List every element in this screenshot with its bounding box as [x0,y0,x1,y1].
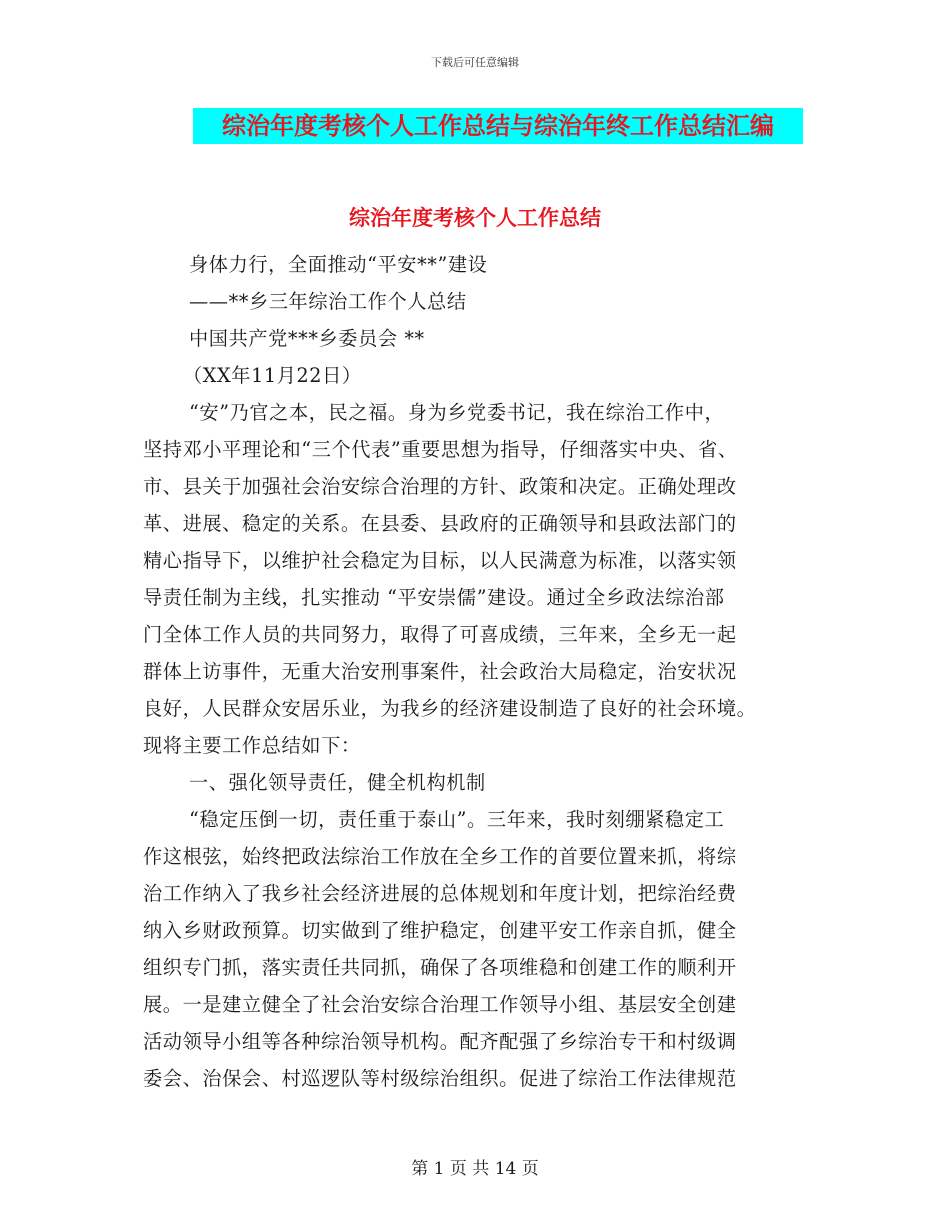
paragraph-line: 作这根弦，始终把政法综治工作放在全乡工作的首要位置来抓，将综 [143,845,737,868]
document-body [143,246,813,1097]
page-footer: 第 1 页 共 14 页 [411,1159,539,1179]
paragraph-line: “稳定压倒一切，责任重于泰山”。三年来，我时刻绷紧稳定工 [189,808,725,831]
paragraph-line: 市、县关于加强社会治安综合治理的方针、政策和决定。正确处理改 [143,475,737,498]
paragraph-line: 门全体工作人员的共同努力，取得了可喜成绩，三年来，全乡无一起 [143,623,737,646]
paragraph-line: 良好，人民群众安居乐业，为我乡的经济建设制造了良好的社会环境。 [143,697,757,720]
paragraph-line: 精心指导下，以维护社会稳定为目标，以人民满意为标准，以落实领 [143,549,737,572]
paragraph-line: 活动领导小组等各种综治领导机构。配齐配强了乡综治专干和村级调 [143,1030,737,1053]
paragraph-line: 革、进展、稳定的关系。在县委、县政府的正确领导和县政法部门的 [143,512,737,535]
body-line-author: 中国共产党***乡委员会 ** [189,327,425,350]
paragraph-line: 展。一是建立健全了社会治安综合治理工作领导小组、基层安全创建 [143,993,737,1016]
section-heading: 一、强化领导责任，健全机构机制 [189,771,486,794]
paragraph-line: “安”乃官之本，民之福。身为乡党委书记，我在综治工作中， [189,401,725,424]
paragraph-line: 群体上访事件，无重大治安刑事案件，社会政治大局稳定，治安状况 [143,660,737,683]
paragraph-line: 纳入乡财政预算。切实做到了维护稳定，创建平安工作亲自抓，健全 [143,919,737,942]
section-title: 综治年度考核个人工作总结 [349,206,601,230]
body-line-subtitle: 身体力行，全面推动“平安**”建设 [189,253,488,276]
header-note: 下载后可任意编辑 [431,56,519,69]
body-line-subtitle-2: ——**乡三年综治工作个人总结 [189,290,467,313]
paragraph-line: 组织专门抓，落实责任共同抓，确保了各项维稳和创建工作的顺利开 [143,956,737,979]
paragraph-line: 导责任制为主线，扎实推动 “平安崇儒”建设。通过全乡政法综治部 [143,586,725,609]
paragraph-line: 治工作纳入了我乡社会经济进展的总体规划和年度计划，把综治经费 [143,882,737,905]
paragraph-line: 现将主要工作总结如下： [143,734,361,757]
document-main-title: 综治年度考核个人工作总结与综治年终工作总结汇编 [193,108,803,144]
body-line-date: （XX年11月22日） [183,364,362,387]
paragraph-line: 坚持邓小平理论和“三个代表”重要思想为指导，仔细落实中央、省、 [143,438,738,461]
paragraph-line: 委会、治保会、村巡逻队等村级综治组织。促进了综治工作法律规范 [143,1067,737,1090]
